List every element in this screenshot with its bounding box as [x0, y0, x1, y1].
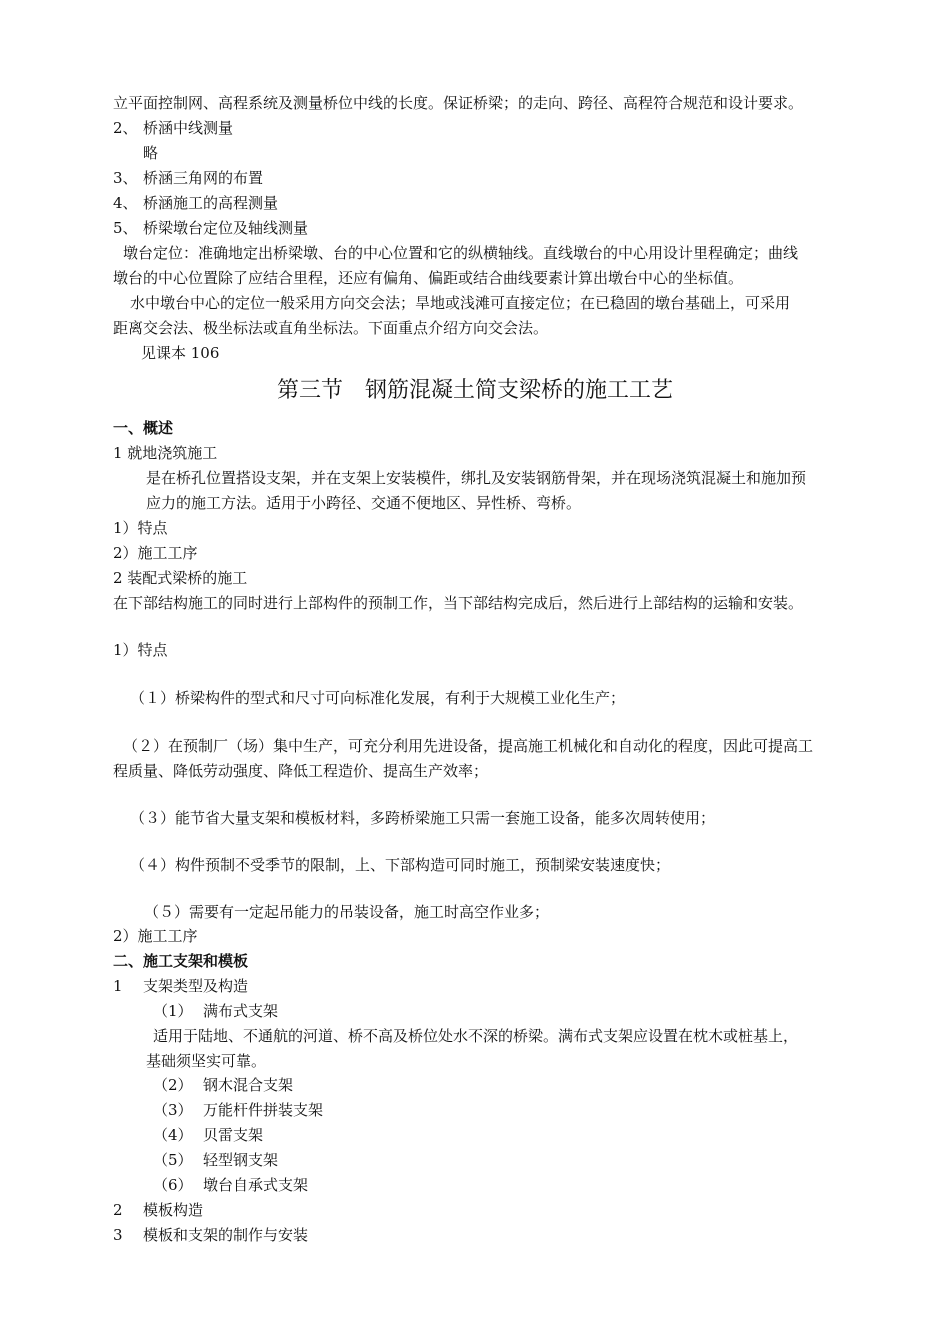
paragraph-line: 2 装配式梁桥的施工 [113, 569, 248, 587]
paragraph-line: 立平面控制网、高程系统及测量桥位中线的长度。保证桥梁；的走向、跨径、高程符合规范和设计要求。 [113, 94, 804, 112]
paragraph-line: 程质量、降低劳动强度、降低工程造价、提高生产效率； [113, 762, 489, 780]
list-number: 1 [113, 977, 123, 995]
paragraph-line: 水中墩台中心的定位一般采用方向交会法；旱地或浅滩可直接定位；在已稳固的墩台基础上，可采用 [130, 294, 791, 312]
paragraph-line: （３）能节省大量支架和模板材料，多跨桥梁施工只需一套施工设备，能多次周转使用； [130, 809, 716, 827]
list-item [113, 168, 890, 188]
heading: 一、概述 [113, 419, 174, 437]
paragraph-line: 墩台的中心位置除了应结合里程，还应有偏角、偏距或结合曲线要素计算出墩台中心的坐标值。 [113, 269, 744, 287]
list-text: 万能杆件拼装支架 [203, 1101, 324, 1119]
list-item [153, 1125, 890, 1145]
paragraph-line: 1）特点 [113, 519, 168, 537]
list-number: （4） [153, 1126, 193, 1144]
list-item [113, 1225, 890, 1245]
list-number: 3、 [113, 169, 138, 187]
list-number: （2） [153, 1076, 193, 1094]
paragraph-line: 适用于陆地、不通航的河道、桥不高及桥位处水不深的桥梁。满布式支架应设置在枕木或桩基上， [153, 1027, 799, 1045]
list-number: （5） [153, 1151, 193, 1169]
list-number: 2 [113, 1201, 123, 1219]
list-number: （6） [153, 1176, 193, 1194]
paragraph-line: 见课本 106 [141, 344, 220, 362]
list-text: 桥涵三角网的布置 [143, 169, 264, 187]
list-item [153, 1001, 890, 1021]
list-text: 满布式支架 [203, 1002, 279, 1020]
list-item [153, 1075, 890, 1095]
list-text: 墩台自承式支架 [203, 1176, 309, 1194]
paragraph-line: （１）桥梁构件的型式和尺寸可向标准化发展，有利于大规模工业化生产； [130, 689, 626, 707]
list-text: 贝雷支架 [203, 1126, 264, 1144]
paragraph-line: 1 就地浇筑施工 [113, 444, 218, 462]
list-item [153, 1175, 890, 1195]
list-number: 2、 [113, 119, 138, 137]
paragraph-line: 2）施工工序 [113, 927, 198, 945]
list-text: 桥梁墩台定位及轴线测量 [143, 219, 309, 237]
list-item [113, 218, 890, 238]
list-text: 模板和支架的制作与安装 [143, 1226, 309, 1244]
list-text: 桥涵施工的高程测量 [143, 194, 279, 212]
list-item [153, 1150, 890, 1170]
paragraph-line: （２）在预制厂（场）集中生产，可充分利用先进设备，提高施工机械化和自动化的程度，因此可提高工 [123, 737, 814, 755]
list-item [113, 1200, 890, 1220]
list-text: 桥涵中线测量 [143, 119, 234, 137]
list-number: 3 [113, 1226, 123, 1244]
paragraph-line: （４）构件预制不受季节的限制，上、下部构造可同时施工，预制梁安装速度快； [130, 856, 671, 874]
list-number: （3） [153, 1101, 193, 1119]
paragraph-line: 1）特点 [113, 641, 168, 659]
list-text: 轻型钢支架 [203, 1151, 279, 1169]
heading: 二、施工支架和模板 [113, 952, 249, 970]
list-text: 支架类型及构造 [143, 977, 249, 995]
list-item [113, 118, 890, 138]
list-item [113, 193, 890, 213]
paragraph-line: 略 [143, 144, 159, 162]
paragraph-line: 距离交会法、极坐标法或直角坐标法。下面重点介绍方向交会法。 [113, 319, 549, 337]
list-text: 钢木混合支架 [203, 1076, 294, 1094]
paragraph-line: （５）需要有一定起吊能力的吊装设备，施工时高空作业多； [144, 903, 550, 921]
list-number: 4、 [113, 194, 138, 212]
paragraph-line: 应力的施工方法。适用于小跨径、交通不便地区、异性桥、弯桥。 [146, 494, 582, 512]
list-item [113, 976, 890, 996]
list-number: （1） [153, 1002, 193, 1020]
paragraph-line: 基础须坚实可靠。 [146, 1052, 267, 1070]
list-item [153, 1100, 890, 1120]
paragraph-line: 在下部结构施工的同时进行上部构件的预制工作，当下部结构完成后，然后进行上部结构的运输和安装。 [113, 594, 804, 612]
paragraph-line: 墩台定位：准确地定出桥梁墩、台的中心位置和它的纵横轴线。直线墩台的中心用设计里程确定；曲线 [123, 244, 799, 262]
paragraph-line: 2）施工工序 [113, 544, 198, 562]
paragraph-line: 是在桥孔位置搭设支架，并在支架上安装模件，绑扎及安装钢筋骨架，并在现场浇筑混凝土和施加预 [146, 469, 807, 487]
list-text: 模板构造 [143, 1201, 204, 1219]
section-title: 第三节 钢筋混凝土简支梁桥的施工工艺 [276, 378, 673, 403]
list-number: 5、 [113, 219, 138, 237]
